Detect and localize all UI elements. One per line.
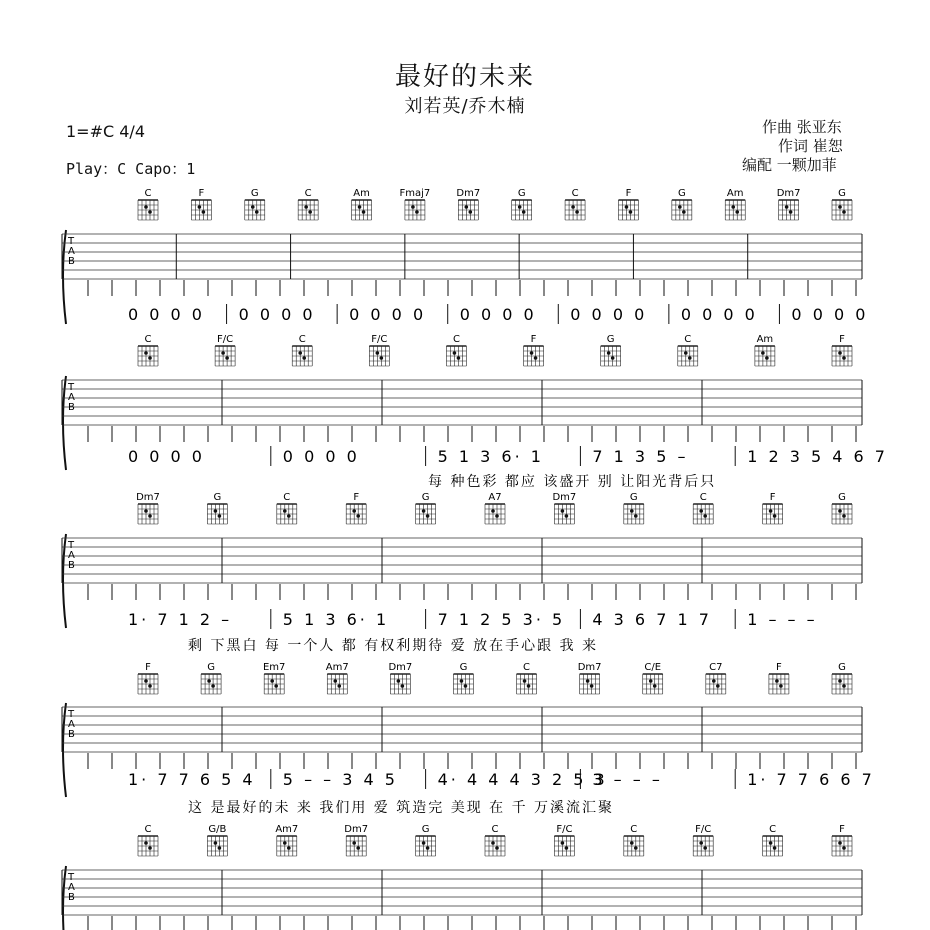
chord-name: C (144, 188, 152, 199)
lyric-line: 每 种色彩 都应 该盛开 别 让阳光背后只 (428, 474, 717, 490)
chord-finger-dot (703, 846, 707, 850)
numbered-note-measure: 1· 7 1 2 – (128, 610, 233, 629)
chord-finger-dot (495, 846, 499, 850)
chord-finger-dot (469, 210, 473, 214)
chord-finger-dot (464, 684, 468, 688)
chord-finger-dot (527, 684, 531, 688)
chord-finger-dot (218, 514, 222, 518)
chord-name: F (839, 334, 845, 345)
chord-finger-dot (283, 841, 287, 845)
chord-finger-dot (287, 514, 291, 518)
play-capo-info: Play：C Capo：1 (66, 160, 196, 178)
chord-name: C/E (644, 662, 662, 673)
chord-name: G (838, 492, 846, 503)
numbered-note-measure: 5 1 3 6· 1 (437, 447, 544, 466)
chord-name: G (606, 334, 615, 345)
tab-clef-letter: T (68, 382, 75, 393)
chord-finger-dot (779, 684, 783, 688)
chord-name: C (283, 492, 291, 503)
tab-system (62, 492, 862, 654)
chord-finger-dot (684, 351, 688, 355)
chord-name: F (839, 824, 845, 835)
chord-finger-dot (337, 684, 341, 688)
chord-finger-dot (198, 205, 202, 209)
lyricist-credit: 作词 崔恕 (778, 137, 843, 155)
chord-finger-dot (838, 205, 842, 209)
chord-finger-dot (214, 509, 218, 513)
chord-finger-dot (211, 684, 215, 688)
chord-name: Dm7 (552, 492, 577, 503)
chord-name: G (421, 824, 430, 835)
chord-finger-dot (682, 210, 686, 214)
chord-name: C (491, 824, 499, 835)
numbered-note-measure: 1· 7 7 6 6 7 (747, 770, 875, 789)
tab-system (62, 824, 862, 930)
chord-finger-dot (270, 679, 274, 683)
chord-finger-dot (634, 846, 638, 850)
chord-finger-dot (426, 846, 430, 850)
chord-name: C (144, 334, 152, 345)
chord-finger-dot (735, 210, 739, 214)
chord-finger-dot (491, 509, 495, 513)
chord-name: C (630, 824, 638, 835)
chord-finger-dot (298, 351, 302, 355)
tab-clef-letter: B (68, 256, 75, 267)
system-bracket (63, 866, 66, 930)
chord-finger-dot (304, 205, 308, 209)
chord-finger-dot (629, 210, 633, 214)
chord-finger-dot (716, 684, 720, 688)
chord-name: A7 (488, 492, 502, 503)
chord-finger-dot (144, 205, 148, 209)
chord-finger-dot (571, 205, 575, 209)
chord-finger-dot (842, 514, 846, 518)
chord-finger-dot (773, 514, 777, 518)
chord-finger-dot (333, 679, 337, 683)
chord-finger-dot (148, 684, 152, 688)
chord-finger-dot (611, 356, 615, 360)
chord-finger-dot (251, 205, 255, 209)
chord-finger-dot (534, 356, 538, 360)
tab-clef-letter: B (68, 402, 75, 413)
chord-name: F/C (695, 824, 712, 835)
chord-finger-dot (761, 351, 765, 355)
chord-finger-dot (590, 684, 594, 688)
chord-name: C (523, 662, 531, 673)
chord-finger-dot (218, 846, 222, 850)
chord-finger-dot (630, 841, 634, 845)
chord-finger-dot (838, 351, 842, 355)
chord-finger-dot (415, 210, 419, 214)
chord-name: Am7 (325, 662, 349, 673)
numbered-note-measure: 7 1 3 5 – (592, 447, 689, 466)
chord-finger-dot (401, 684, 405, 688)
chord-finger-dot (144, 351, 148, 355)
tab-clef-letter: B (68, 892, 75, 903)
chord-name: F (353, 492, 360, 503)
composer-credit: 作曲 张亚东 (762, 118, 842, 136)
chord-finger-dot (358, 205, 362, 209)
chord-finger-dot (731, 205, 735, 209)
chord-name: Dm7 (577, 662, 602, 673)
tab-clef-letter: B (68, 729, 75, 740)
chord-name: Dm7 (344, 824, 369, 835)
tab-clef-letter: A (68, 882, 75, 893)
chord-name: Dm7 (136, 492, 160, 503)
tab-clef-letter: T (68, 236, 75, 247)
chord-finger-dot (789, 210, 793, 214)
chord-finger-dot (518, 205, 522, 209)
numbered-note-measure: 0 0 0 0 (459, 305, 537, 324)
numbered-note-measure: 0 0 0 0 (570, 305, 648, 324)
tab-clef-letter: A (68, 246, 75, 257)
numbered-note-measure: 0 0 0 0 (128, 447, 205, 466)
chord-name: Am (726, 188, 744, 199)
chord-finger-dot (287, 846, 291, 850)
chord-finger-dot (380, 356, 384, 360)
chord-finger-dot (842, 684, 846, 688)
numbered-note-measure: 1· 7 7 6 5 4 (128, 770, 256, 789)
chord-name: G/B (208, 824, 227, 835)
chord-name: F/C (217, 334, 234, 345)
tab-clef-letter: A (68, 719, 75, 730)
lyric-line: 剩 下黑白 每 一个人 都 有权利期待 爱 放在手心跟 我 来 (188, 638, 599, 654)
numbered-note-measure: 7 1 2 5 3· 5 (437, 610, 566, 629)
chord-finger-dot (283, 509, 287, 513)
tab-clef-letter: T (68, 709, 75, 720)
chord-name: C7 (709, 662, 723, 673)
chord-finger-dot (491, 841, 495, 845)
numbered-note-measure: 4 3 6 7 1 7 (592, 610, 712, 629)
chord-name: Am (353, 188, 370, 199)
chord-finger-dot (522, 210, 526, 214)
chord-finger-dot (426, 514, 430, 518)
chord-finger-dot (144, 509, 148, 513)
chord-finger-dot (565, 514, 569, 518)
numbered-note-measure: 4· 4 4 4 3 2 5 3 (437, 770, 608, 789)
numbered-note-measure: 0 0 0 0 (349, 305, 427, 324)
chord-finger-dot (607, 351, 611, 355)
chord-name: C (452, 334, 460, 345)
system-bracket (63, 376, 66, 470)
numbered-note-measure: 1 – – – (747, 610, 818, 629)
chord-finger-dot (207, 679, 211, 683)
chord-name: G (213, 492, 222, 503)
chord-name: Am (756, 334, 774, 345)
chord-finger-dot (411, 205, 415, 209)
tab-system (62, 334, 888, 490)
numbered-note-measure: 5 1 3 6· 1 (282, 610, 390, 629)
tab-clef-letter: A (68, 550, 75, 561)
chord-name: G (421, 492, 430, 503)
arranger-credit: 编配 一颗加菲 (742, 156, 837, 174)
chord-finger-dot (495, 514, 499, 518)
tab-system (62, 662, 875, 816)
chord-finger-dot (422, 841, 426, 845)
chord-name: G (517, 188, 526, 199)
chord-finger-dot (221, 351, 225, 355)
song-title: 最好的未来 (394, 62, 535, 92)
chord-name: Am7 (275, 824, 299, 835)
chord-finger-dot (397, 679, 401, 683)
chord-name: F (530, 334, 537, 345)
chord-name: G (629, 492, 638, 503)
chord-finger-dot (842, 356, 846, 360)
chord-finger-dot (465, 205, 469, 209)
chord-finger-dot (769, 509, 773, 513)
chord-finger-dot (356, 846, 360, 850)
chord-finger-dot (842, 846, 846, 850)
chord-finger-dot (302, 356, 306, 360)
chord-finger-dot (773, 846, 777, 850)
chord-finger-dot (352, 509, 356, 513)
chord-finger-dot (148, 846, 152, 850)
chord-finger-dot (214, 841, 218, 845)
chord-finger-dot (148, 210, 152, 214)
chord-finger-dot (422, 509, 426, 513)
chord-finger-dot (362, 210, 366, 214)
chord-finger-dot (144, 679, 148, 683)
chord-finger-dot (274, 684, 278, 688)
chord-finger-dot (630, 509, 634, 513)
chord-name: F (625, 188, 632, 199)
chord-finger-dot (148, 356, 152, 360)
chord-finger-dot (703, 514, 707, 518)
chord-name: G (677, 188, 686, 199)
chord-finger-dot (308, 210, 312, 214)
chord-name: G (250, 188, 259, 199)
chord-finger-dot (148, 514, 152, 518)
chord-finger-dot (523, 679, 527, 683)
tab-clef-letter: T (68, 872, 75, 883)
chord-finger-dot (561, 509, 565, 513)
chord-finger-dot (653, 684, 657, 688)
chord-finger-dot (649, 679, 653, 683)
numbered-note-measure: 0 0 0 0 (128, 305, 205, 324)
chord-finger-dot (699, 841, 703, 845)
chord-finger-dot (838, 679, 842, 683)
chord-finger-dot (838, 841, 842, 845)
chord-name: Dm7 (456, 188, 481, 199)
chord-name: C (571, 188, 579, 199)
system-bracket (63, 534, 66, 628)
chord-name: G (838, 188, 846, 199)
chord-finger-dot (586, 679, 590, 683)
chord-finger-dot (575, 210, 579, 214)
chord-finger-dot (838, 509, 842, 513)
chord-name: C (769, 824, 777, 835)
chord-finger-dot (785, 205, 789, 209)
chord-finger-dot (457, 356, 461, 360)
numbered-note-measure: 5 – – 3 4 5 (282, 770, 398, 789)
chord-finger-dot (634, 514, 638, 518)
chord-finger-dot (376, 351, 380, 355)
chord-finger-dot (712, 679, 716, 683)
chord-finger-dot (699, 509, 703, 513)
chord-name: F (769, 492, 776, 503)
song-artists: 刘若英/乔木楠 (404, 96, 526, 117)
chord-name: C (144, 824, 152, 835)
chord-finger-dot (842, 210, 846, 214)
chord-name: Em7 (262, 662, 286, 673)
chord-finger-dot (352, 841, 356, 845)
chord-finger-dot (144, 841, 148, 845)
chord-name: F (198, 188, 205, 199)
chord-name: C (684, 334, 692, 345)
chord-name: Fmaj7 (399, 188, 431, 199)
system-bracket (63, 230, 66, 324)
chord-name: G (207, 662, 215, 673)
chord-finger-dot (530, 351, 534, 355)
chord-finger-dot (460, 679, 464, 683)
lyric-line: 这 是最好的未 来 我们用 爱 筑造完 美现 在 千 万溪流汇聚 (188, 800, 615, 816)
chord-name: G (459, 662, 468, 673)
chord-finger-dot (255, 210, 259, 214)
chord-name: Dm7 (388, 662, 413, 673)
tab-system (62, 188, 868, 324)
chord-finger-dot (775, 679, 779, 683)
tab-clef-letter: B (68, 560, 75, 571)
tab-clef-letter: T (68, 540, 75, 551)
chord-finger-dot (202, 210, 206, 214)
numbered-note-measure: 1 2 3 5 4 6 7 (747, 447, 888, 466)
chord-name: C (304, 188, 312, 199)
numbered-note-measure: 0 0 0 0 (680, 305, 758, 324)
chord-finger-dot (453, 351, 457, 355)
chord-finger-dot (565, 846, 569, 850)
chord-name: F/C (371, 334, 388, 345)
chord-name: F (776, 662, 782, 673)
chord-name: G (838, 662, 846, 673)
chord-finger-dot (678, 205, 682, 209)
chord-finger-dot (769, 841, 773, 845)
numbered-note-measure: 0 0 0 0 (791, 305, 869, 324)
numbered-note-measure: 0 0 0 0 (282, 447, 360, 466)
numbered-note-measure: 0 0 0 0 (238, 305, 316, 324)
system-bracket (63, 703, 66, 797)
chord-finger-dot (225, 356, 229, 360)
chord-name: Dm7 (776, 188, 801, 199)
chord-finger-dot (688, 356, 692, 360)
chord-name: F/C (556, 824, 573, 835)
chord-name: F (145, 662, 151, 673)
chord-finger-dot (625, 205, 629, 209)
chord-finger-dot (561, 841, 565, 845)
chord-name: C (298, 334, 306, 345)
numbered-note-measure: 3 – – – (592, 770, 663, 789)
chord-finger-dot (765, 356, 769, 360)
chord-name: C (699, 492, 707, 503)
key-signature: 1=#C 4/4 (66, 122, 145, 141)
tab-clef-letter: A (68, 392, 75, 403)
chord-finger-dot (356, 514, 360, 518)
